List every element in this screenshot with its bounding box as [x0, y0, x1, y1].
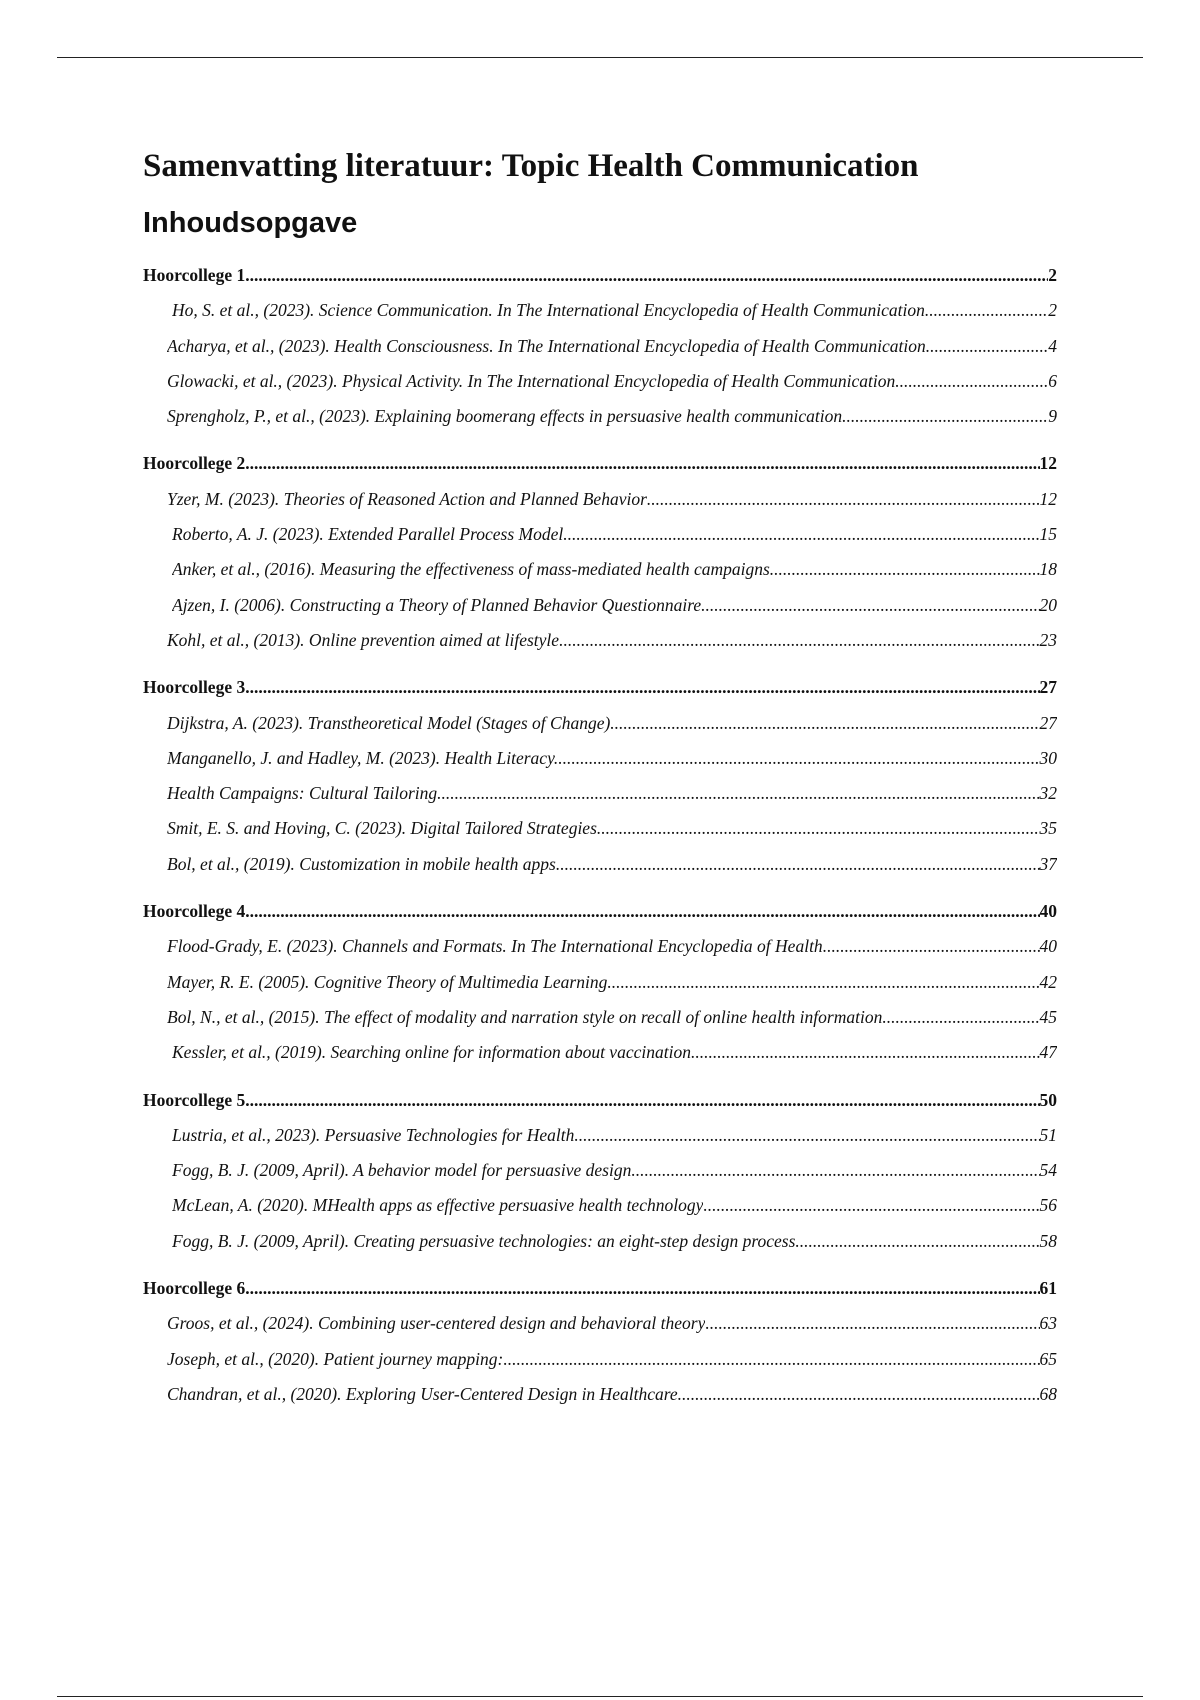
- toc-entry-reading[interactable]: [143, 1188, 1057, 1223]
- toc-leader-dots: [703, 1188, 1039, 1223]
- toc-entry-reading[interactable]: [143, 1306, 1057, 1341]
- toc-leader-dots: [678, 1377, 1040, 1412]
- document-body: [143, 138, 1057, 1424]
- toc-leader-dots: [556, 847, 1040, 882]
- toc-leader-dots: [895, 364, 1048, 399]
- toc-entry-reading[interactable]: [143, 811, 1057, 846]
- toc-entry-title: Joseph, et al., (2020). Patient journey mapping:: [167, 1348, 504, 1369]
- toc-entry-title: Hoorcollege 6: [143, 1278, 246, 1299]
- toc-leader-dots: [597, 811, 1040, 846]
- toc-entry-title: Sprengholz, P., et al., (2023). Explaining boomerang effects in persuasive health communication: [167, 406, 843, 427]
- toc-entry-reading[interactable]: [143, 965, 1057, 1000]
- toc-page-number: 35: [1039, 818, 1057, 839]
- toc-entry-title: Acharya, et al., (2023). Health Consciousness. In The International Encyclopedia of Health Communication: [167, 335, 926, 356]
- toc-page-number: 6: [1048, 370, 1057, 391]
- toc-entry-title: Lustria, et al., 2023). Persuasive Technologies for Health: [172, 1124, 575, 1145]
- toc-entry-hoorcollege[interactable]: [143, 1083, 1057, 1118]
- toc-entry-title: Hoorcollege 2: [143, 453, 246, 474]
- toc-entry-reading[interactable]: [143, 482, 1057, 517]
- toc-entry-title: Flood-Grady, E. (2023). Channels and Formats. In The International Encyclopedia of Health: [167, 936, 823, 957]
- toc-leader-dots: [559, 623, 1039, 658]
- toc-page-number: 27: [1039, 677, 1057, 698]
- toc-leader-dots: [245, 446, 1039, 481]
- toc-leader-dots: [647, 482, 1040, 517]
- toc-entry-title: Health Campaigns: Cultural Tailoring: [167, 783, 438, 804]
- toc-entry-reading[interactable]: [143, 1153, 1057, 1188]
- toc-entry-title: Groos, et al., (2024). Combining user-centered design and behavioral theory: [167, 1313, 706, 1334]
- toc-page-number: 9: [1048, 406, 1057, 427]
- toc-entry-title: Ajzen, I. (2006). Constructing a Theory of Planned Behavior Questionnaire: [172, 594, 702, 615]
- toc-section: [143, 670, 1057, 882]
- toc-page-number: 63: [1039, 1313, 1057, 1334]
- toc-entry-reading[interactable]: [143, 1377, 1057, 1412]
- toc-page-number: 54: [1039, 1160, 1057, 1181]
- toc-page-number: 68: [1039, 1383, 1057, 1404]
- header-rule: [57, 57, 1143, 58]
- toc-entry-reading[interactable]: [143, 1000, 1057, 1035]
- toc-section: [143, 894, 1057, 1070]
- toc-page-number: 65: [1039, 1348, 1057, 1369]
- toc-leader-dots: [926, 329, 1049, 364]
- toc-entry-reading[interactable]: [143, 929, 1057, 964]
- toc-entry-title: Anker, et al., (2016). Measuring the effectiveness of mass-mediated health campaigns.: [172, 559, 775, 580]
- toc-page-number: 15: [1039, 524, 1057, 545]
- toc-entry-reading[interactable]: [143, 1224, 1057, 1259]
- toc-entry-reading[interactable]: [143, 552, 1057, 587]
- toc-entry-title: Bol, et al., (2019). Customization in mobile health apps: [167, 853, 556, 874]
- footer-rule: [57, 1696, 1143, 1697]
- toc-entry-title: Mayer, R. E. (2005). Cognitive Theory of Multimedia Learning: [167, 971, 608, 992]
- toc-entry-title: Manganello, J. and Hadley, M. (2023). Health Literacy.: [167, 747, 559, 768]
- toc-entry-reading[interactable]: [143, 1035, 1057, 1070]
- toc-entry-hoorcollege[interactable]: [143, 894, 1057, 929]
- toc-entry-title: McLean, A. (2020). MHealth apps as effective persuasive health technology: [172, 1195, 704, 1216]
- table-of-contents: [143, 258, 1057, 1412]
- toc-section: [143, 258, 1057, 434]
- toc-page-number: 20: [1039, 594, 1057, 615]
- toc-page-number: 50: [1039, 1089, 1057, 1110]
- toc-entry-reading[interactable]: [143, 293, 1057, 328]
- toc-leader-dots: [610, 706, 1039, 741]
- toc-page-number: 42: [1039, 971, 1057, 992]
- toc-leader-dots: [823, 929, 1040, 964]
- toc-entry-hoorcollege[interactable]: [143, 446, 1057, 481]
- toc-leader-dots: [245, 670, 1039, 705]
- toc-page-number: 37: [1039, 853, 1057, 874]
- toc-leader-dots: [701, 588, 1039, 623]
- toc-leader-dots: [691, 1035, 1040, 1070]
- toc-page-number: 27: [1039, 712, 1057, 733]
- toc-entry-title: Bol, N., et al., (2015). The effect of modality and narration style on recall of online health information.: [167, 1006, 887, 1027]
- toc-entry-reading[interactable]: [143, 623, 1057, 658]
- toc-leader-dots: [705, 1306, 1039, 1341]
- toc-entry-reading[interactable]: [143, 588, 1057, 623]
- toc-leader-dots: [503, 1342, 1039, 1377]
- toc-entry-reading[interactable]: [143, 741, 1057, 776]
- toc-page-number: 4: [1048, 335, 1057, 356]
- toc-page-number: 32: [1039, 783, 1057, 804]
- toc-leader-dots: [607, 965, 1039, 1000]
- toc-entry-reading[interactable]: [143, 706, 1057, 741]
- toc-leader-dots: [437, 776, 1039, 811]
- toc-leader-dots: [800, 1224, 1040, 1259]
- toc-page-number: 30: [1039, 747, 1057, 768]
- toc-page-number: 12: [1039, 453, 1057, 474]
- toc-leader-dots: [574, 1118, 1039, 1153]
- toc-leader-dots: [245, 894, 1039, 929]
- toc-entry-title: Chandran, et al., (2020). Exploring User-Centered Design in Healthcare: [167, 1383, 678, 1404]
- toc-entry-hoorcollege[interactable]: [143, 670, 1057, 705]
- document-title: Samenvatting literatuur: Topic Health Communication: [143, 148, 919, 184]
- toc-leader-dots: [925, 293, 1048, 328]
- toc-section: [143, 1083, 1057, 1259]
- toc-entry-title: Ho, S. et al., (2023). Science Communication. In The International Encyclopedia of Health Communication: [172, 300, 925, 321]
- toc-leader-dots: [774, 552, 1039, 587]
- toc-entry-reading[interactable]: [143, 364, 1057, 399]
- toc-page-number: 51: [1039, 1124, 1057, 1145]
- toc-entry-title: Hoorcollege 4: [143, 901, 246, 922]
- toc-page-number: 61: [1039, 1278, 1057, 1299]
- toc-heading: Inhoudsopgave: [143, 207, 358, 239]
- toc-entry-title: Fogg, B. J. (2009, April). Creating persuasive technologies: an eight-step design process.: [172, 1230, 800, 1251]
- toc-entry-title: Dijkstra, A. (2023). Transtheoretical Model (Stages of Change): [167, 712, 611, 733]
- toc-entry-reading[interactable]: [143, 1118, 1057, 1153]
- toc-page-number: 40: [1039, 936, 1057, 957]
- toc-section: [143, 446, 1057, 658]
- toc-page-number: 2: [1048, 300, 1057, 321]
- toc-page-number: 2: [1048, 265, 1057, 285]
- toc-leader-dots: [558, 741, 1039, 776]
- toc-page-number: 40: [1039, 901, 1057, 922]
- toc-entry-title: Smit, E. S. and Hoving, C. (2023). Digital Tailored Strategies: [167, 818, 597, 839]
- toc-entry-reading[interactable]: [143, 847, 1057, 882]
- toc-entry-reading[interactable]: [143, 517, 1057, 552]
- toc-leader-dots: [631, 1153, 1039, 1188]
- toc-leader-dots: [245, 1083, 1039, 1118]
- toc-entry-title: Fogg, B. J. (2009, April). A behavior model for persuasive design: [172, 1160, 632, 1181]
- toc-entry-reading[interactable]: [143, 329, 1057, 364]
- toc-section: [143, 1271, 1057, 1412]
- toc-page-number: 12: [1039, 488, 1057, 509]
- toc-page-number: 18: [1039, 559, 1057, 580]
- toc-leader-dots: [245, 258, 1048, 293]
- toc-entry-reading[interactable]: [143, 1342, 1057, 1377]
- toc-entry-reading[interactable]: [143, 776, 1057, 811]
- toc-entry-title: Glowacki, et al., (2023). Physical Activity. In The International Encyclopedia of Health Communication: [167, 370, 896, 391]
- toc-page-number: 47: [1039, 1042, 1057, 1063]
- toc-page-number: 58: [1039, 1230, 1057, 1251]
- toc-leader-dots: [563, 517, 1039, 552]
- toc-entry-hoorcollege[interactable]: [143, 1271, 1057, 1306]
- toc-leader-dots: [887, 1000, 1040, 1035]
- toc-leader-dots: [842, 399, 1048, 434]
- toc-leader-dots: [245, 1271, 1039, 1306]
- toc-entry-title: Hoorcollege 1: [143, 265, 246, 285]
- toc-entry-title: Hoorcollege 3: [143, 677, 246, 698]
- toc-entry-title: Kessler, et al., (2019). Searching online for information about vaccination: [172, 1042, 691, 1063]
- toc-entry-title: Yzer, M. (2023). Theories of Reasoned Action and Planned Behavior: [167, 488, 647, 509]
- toc-entry-title: Hoorcollege 5: [143, 1089, 246, 1110]
- toc-page-number: 45: [1039, 1006, 1057, 1027]
- toc-page-number: 56: [1039, 1195, 1057, 1216]
- toc-entry-reading[interactable]: [143, 399, 1057, 434]
- toc-entry-title: Kohl, et al., (2013). Online prevention aimed at lifestyle: [167, 629, 560, 650]
- toc-entry-title: Roberto, A. J. (2023). Extended Parallel Process Model: [172, 524, 564, 545]
- toc-entry-hoorcollege[interactable]: [143, 258, 1057, 293]
- toc-page-number: 23: [1039, 629, 1057, 650]
